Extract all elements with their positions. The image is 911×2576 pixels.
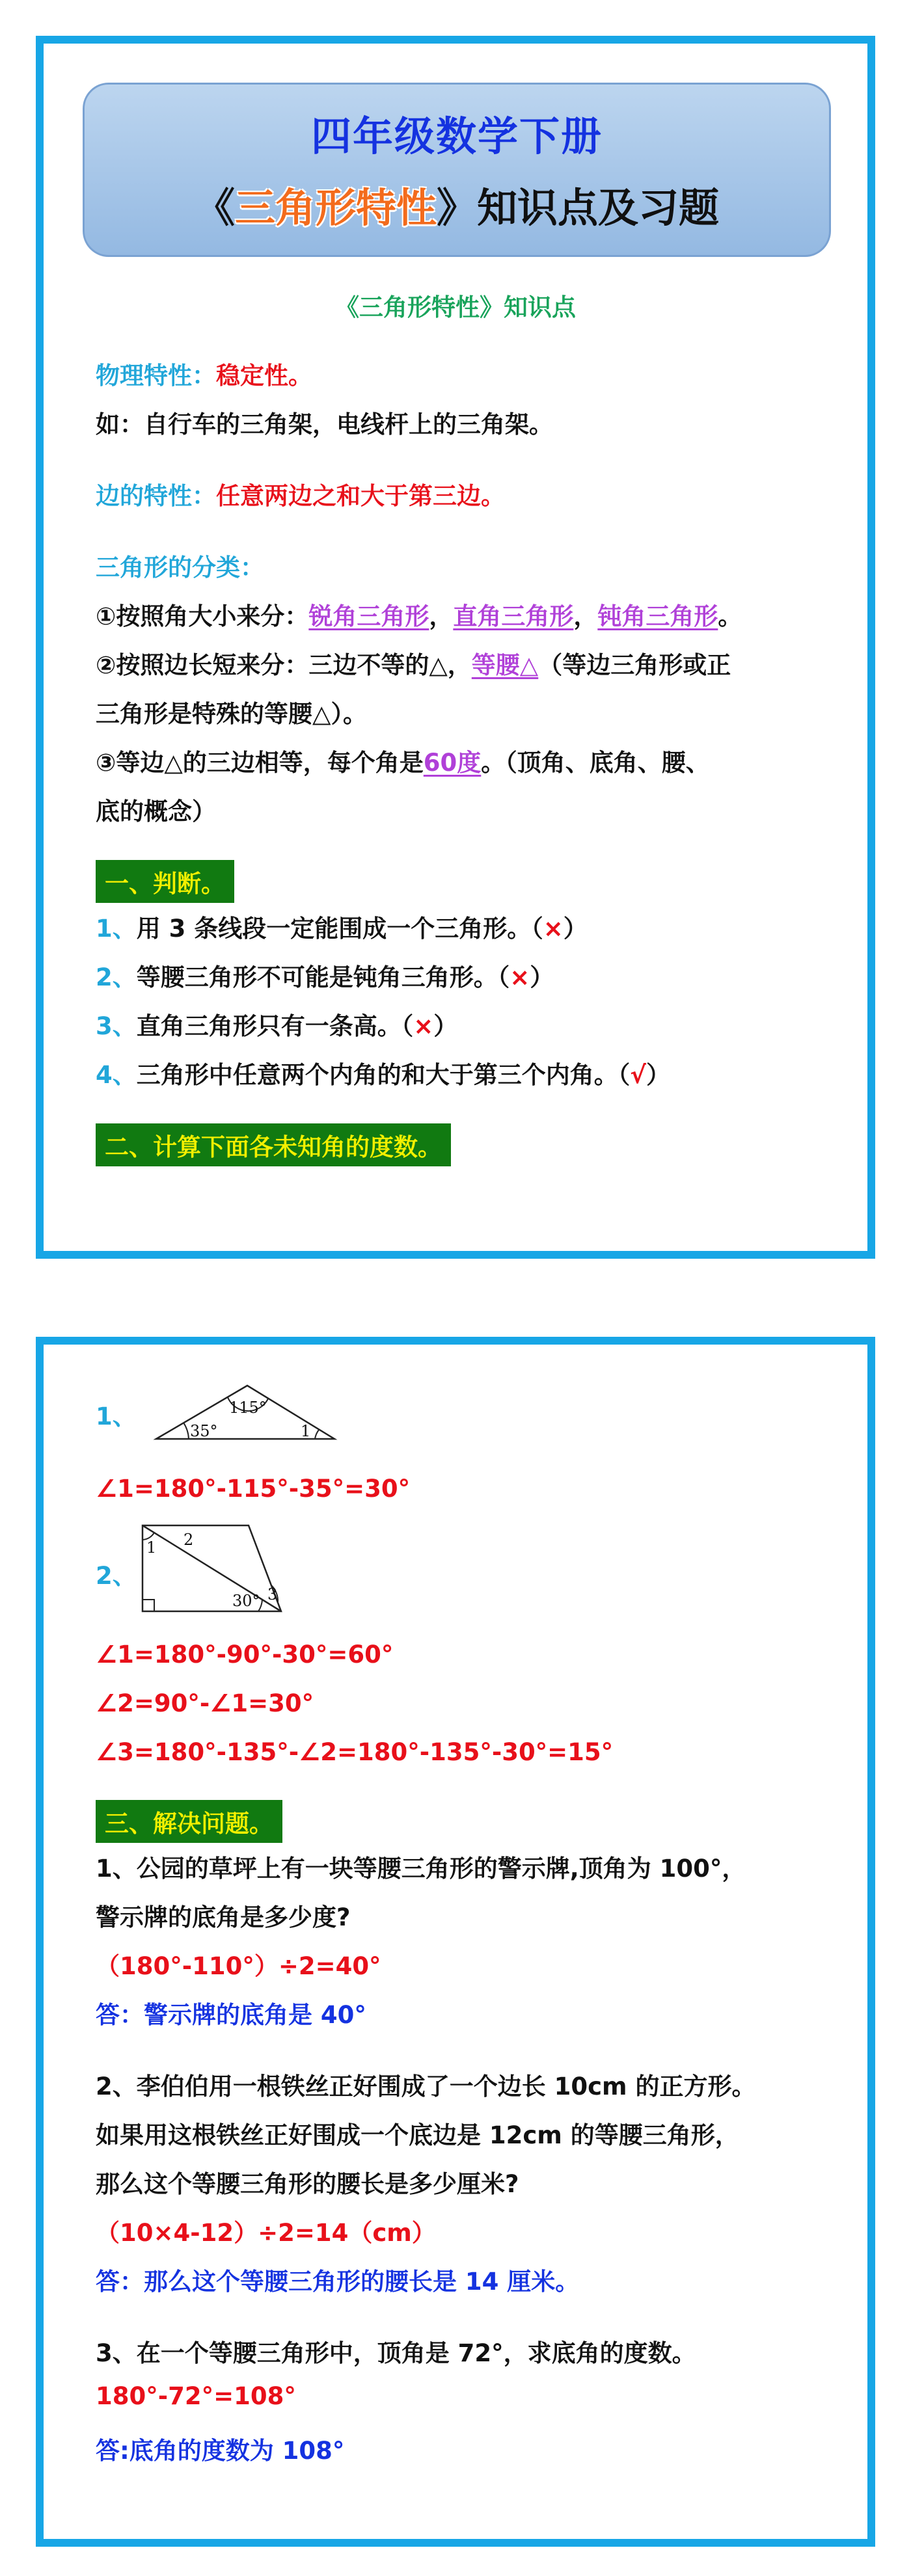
right-triangle: 直角三角形 <box>453 602 574 630</box>
title-highlight: 三角形特性 <box>234 184 437 232</box>
by-side-prefix: ②按照边长短来分：三边不等的△， <box>96 651 472 679</box>
angle-30: 30° <box>232 1592 260 1610</box>
judge-item-3 <box>96 1006 457 1041</box>
angle-115: 115° <box>229 1399 267 1417</box>
q1-number: 1、 <box>96 1402 137 1430</box>
item-close: ） <box>433 1012 458 1040</box>
physical-example: 如：自行车的三角架，电线杆上的三角架。 <box>96 410 553 438</box>
judge-heading <box>96 860 234 903</box>
cross-mark: × <box>413 1012 434 1040</box>
by-angle-prefix: ①按照角大小来分： <box>96 602 309 630</box>
sep: ， <box>429 602 454 630</box>
judge-heading-tag: 一、判断。 <box>96 860 234 903</box>
triangle-figure-1 <box>151 1374 340 1445</box>
banner-main-title <box>85 176 829 234</box>
side-value: 任意两边之和大于第三边。 <box>216 482 505 510</box>
trapezoid-figure-2 <box>135 1520 291 1618</box>
cross-mark: × <box>510 963 530 991</box>
calc-heading <box>96 1123 451 1166</box>
equilateral-line2: 底的概念） <box>96 798 216 825</box>
by-side-rest: （等边三角形或正 <box>538 651 731 679</box>
classification-by-side <box>96 645 731 680</box>
item-num: 2、 <box>96 963 137 991</box>
cross-mark: × <box>543 915 564 943</box>
item-close: ） <box>646 1061 670 1089</box>
knowledge-panel <box>36 36 875 1259</box>
problem3-line1: 3、在一个等腰三角形中，顶角是 72°，求底角的度数。 <box>96 2339 696 2367</box>
problem1-answer: 答：警示牌的底角是 40° <box>96 2001 366 2029</box>
classification-by-angle <box>96 597 742 632</box>
physical-value: 稳定性。 <box>216 362 312 390</box>
solve-heading <box>96 1800 282 1843</box>
item-num: 3、 <box>96 1012 137 1040</box>
problem2-line1: 2、李伯伯用一根铁丝正好围成了一个边长 10cm 的正方形。 <box>96 2073 756 2100</box>
title-banner <box>83 83 831 257</box>
judge-item-4 <box>96 1055 670 1090</box>
physical-label: 物理特性： <box>96 362 216 390</box>
acute-triangle: 锐角三角形 <box>308 602 429 630</box>
obtuse-triangle: 钝角三角形 <box>597 602 718 630</box>
item-close: ） <box>563 915 588 943</box>
q2-answer-2: ∠2=90°-∠1=30° <box>96 1689 314 1717</box>
solve-heading-tag: 三、解决问题。 <box>96 1800 282 1843</box>
isosceles: 等腰△ <box>471 651 539 679</box>
sep: ， <box>573 602 598 630</box>
item-num: 4、 <box>96 1061 137 1089</box>
equilateral-rest: 。（顶角、底角、腰、 <box>481 749 710 777</box>
item-text: 三角形中任意两个内角的和大于第三个内角。（ <box>136 1061 631 1089</box>
item-close: ） <box>530 963 554 991</box>
angle-1-label: 1 <box>301 1422 311 1440</box>
problem3-answer: 答:底角的度数为 108° <box>96 2437 345 2465</box>
problem1-line1: 1、公园的草坪上有一块等腰三角形的警示牌,顶角为 100°， <box>96 1855 746 1883</box>
problem2-answer: 答：那么这个等腰三角形的腰长是 14 厘米。 <box>96 2268 580 2296</box>
problem1-line2: 警示牌的底角是多少度? <box>96 1903 351 1931</box>
classification-label: 三角形的分类： <box>96 554 264 582</box>
problem2-line3: 那么这个等腰三角形的腰长是多少厘米? <box>96 2170 519 2198</box>
equilateral-line <box>96 743 710 778</box>
item-text: 等腰三角形不可能是钝角三角形。（ <box>136 963 510 991</box>
item-text: 用 3 条线段一定能围成一个三角形。（ <box>136 915 543 943</box>
item-num: 1、 <box>96 915 137 943</box>
q2-answer-1: ∠1=180°-90°-30°=60° <box>96 1641 394 1669</box>
exercise-panel <box>36 1337 875 2547</box>
problem2-calc: （10×4-12）÷2=14（cm） <box>96 2219 436 2247</box>
classification-by-side-line2: 三角形是特殊的等腰△）。 <box>96 700 367 728</box>
judge-item-1 <box>96 909 588 944</box>
angle-1: 1 <box>146 1538 157 1557</box>
q2-answer-3: ∠3=180°-135°-∠2=180°-135°-30°=15° <box>96 1738 614 1766</box>
end: 。 <box>718 602 742 630</box>
title-rest: 》知识点及习题 <box>437 184 720 232</box>
problem3-calc: 180°-72°=108° <box>96 2382 296 2410</box>
angle-35: 35° <box>190 1422 218 1440</box>
calc-heading-tag: 二、计算下面各未知角的度数。 <box>96 1123 451 1166</box>
equilateral-value: 60度 <box>423 749 482 777</box>
title-open-bracket: 《 <box>194 184 235 232</box>
banner-grade-title: 四年级数学下册 <box>310 113 603 160</box>
q2-number: 2、 <box>96 1562 137 1590</box>
q1-answer: ∠1=180°-115°-35°=30° <box>96 1475 411 1503</box>
check-mark: √ <box>630 1061 646 1089</box>
judge-item-2 <box>96 958 554 993</box>
equilateral-prefix: ③等边△的三边相等，每个角是 <box>96 749 424 777</box>
section-title: 《三角形特性》知识点 <box>335 293 576 321</box>
angle-3: 3 <box>267 1585 278 1603</box>
physical-property <box>96 356 312 391</box>
item-text: 直角三角形只有一条高。（ <box>136 1012 414 1040</box>
angle-2: 2 <box>184 1531 194 1549</box>
problem2-line2: 如果用这根铁丝正好围成一个底边是 12cm 的等腰三角形， <box>96 2121 739 2149</box>
side-label: 边的特性： <box>96 482 216 510</box>
side-property <box>96 476 505 511</box>
problem1-calc: （180°-110°）÷2=40° <box>96 1952 381 1980</box>
